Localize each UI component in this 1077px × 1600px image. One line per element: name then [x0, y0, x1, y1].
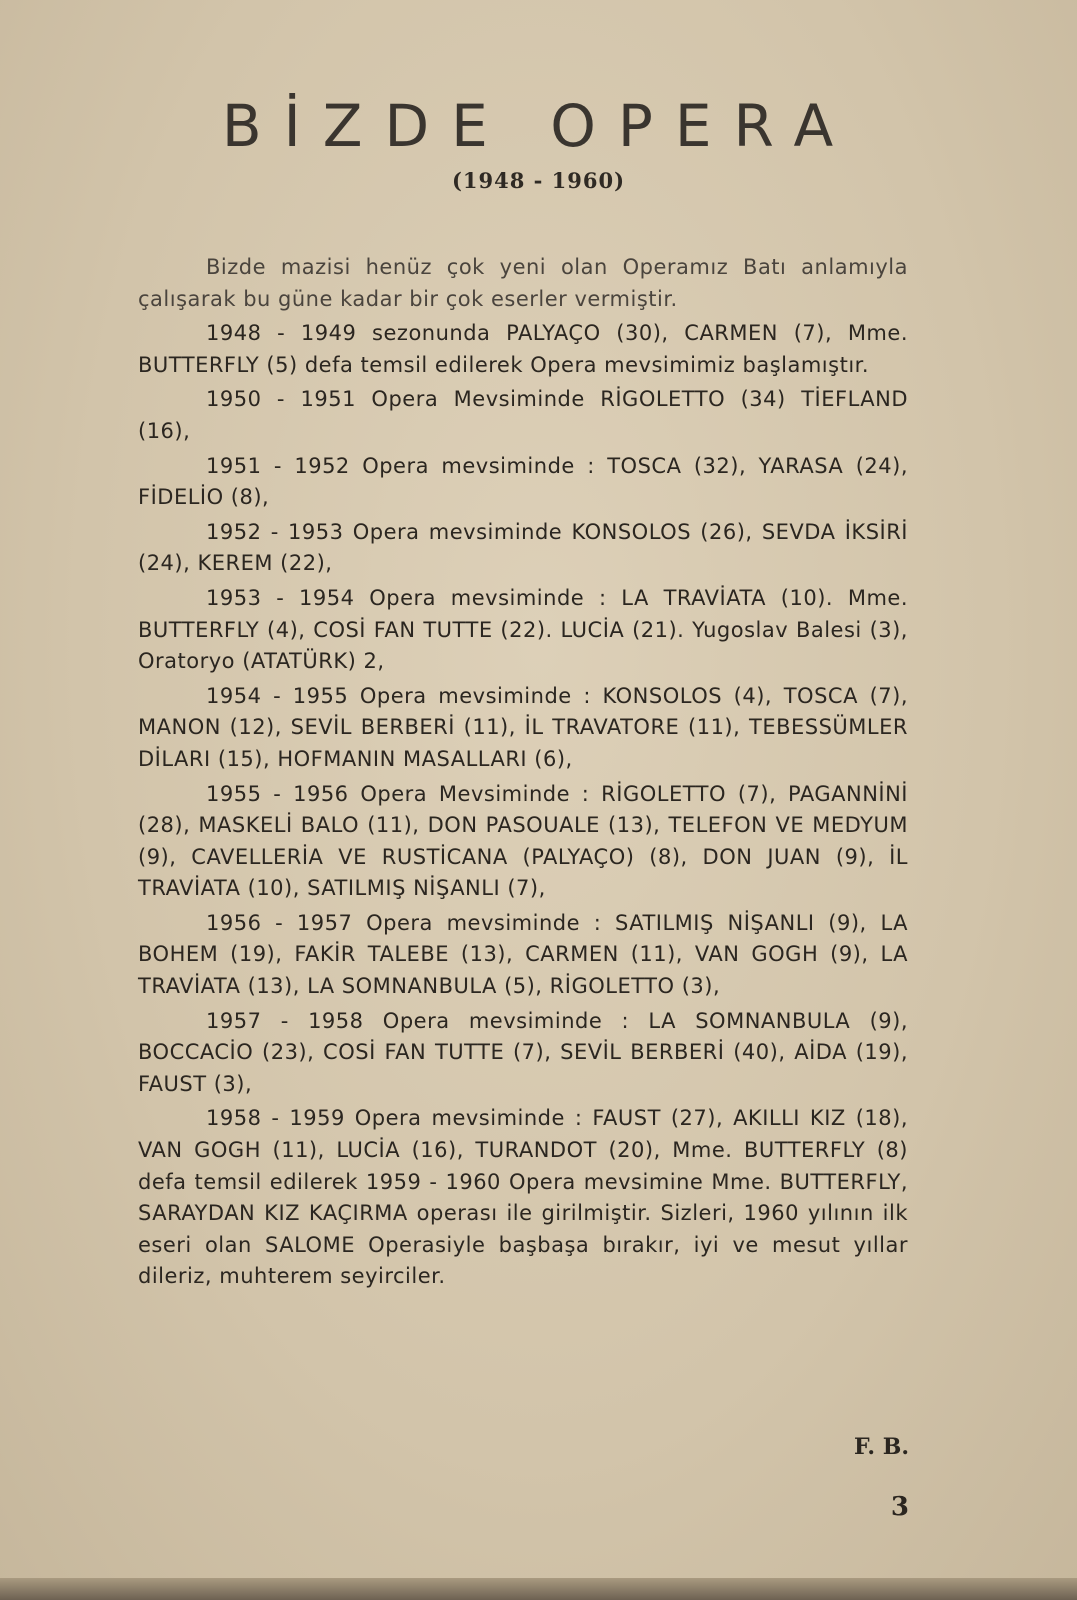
paragraph-season-1957: 1957 - 1958 Opera mevsiminde : LA SOMNANBULA (9), BOCCACİO (23), COSİ FAN TUTTE (7), SEVİL BERBERİ (40), AİDA (19), FAUST (3), — [138, 1008, 908, 1096]
page-title: BİZDE OPERA — [221, 92, 856, 160]
page-number: 3 — [890, 1492, 909, 1522]
paragraph-season-1954: 1954 - 1955 Opera mevsiminde : KONSOLOS (4), TOSCA (7), MANON (12), SEVİL BERBERİ (11), İL TRAVATORE (11), TEBESSÜMLER DİLARI (15), HOFMANIN MASALLARI (6), — [138, 683, 908, 771]
paragraph-season-1948: 1948 - 1949 sezonunda PALYAÇO (30), CARMEN (7), Mme. BUTTERFLY (5) defa temsil edilerek Opera mevsimimiz başlamıştır. — [138, 321, 908, 377]
paragraph-season-1955: 1955 - 1956 Opera Mevsiminde : RİGOLETTO (7), PAGANNİNİ (28), MASKELİ BALO (11), DON PASOUALE (13), TELEFON VE MEDYUM (9), CAVELLERİA VE RUSTİCANA (PALYAÇO) (8), DON JUAN (9), İL TRAVİATA (10), SATILMIŞ NİŞANLI (7), — [138, 781, 908, 901]
date-range: (1948 - 1960) — [451, 168, 626, 193]
author-signature: F. B. — [854, 1434, 909, 1460]
paragraph-intro: Bizde mazisi henüz çok yeni olan Operamız Batı anlamıyla çalışarak bu güne kadar bir çok eserler vermiştir. — [138, 255, 908, 311]
paragraph-season-1958: 1958 - 1959 Opera mevsiminde : FAUST (27), AKILLI KIZ (18), VAN GOGH (11), LUCİA (16), TURANDOT (20), Mme. BUTTERFLY (8) defa temsil edilerek 1959 - 1960 Opera mevsimine Mme. BUTTERFLY, SARAYDAN KIZ KAÇIRMA operası ile girilmiştir. Sizleri, 1960 yılının ilk eseri olan SALOME Operasiyle başbaşa bırakır, iyi ve mesut yıllar dileriz, muhterem seyirciler. — [138, 1106, 908, 1289]
paragraph-season-1956: 1956 - 1957 Opera mevsiminde : SATILMIŞ NİŞANLI (9), LA BOHEM (19), FAKİR TALEBE (13), CARMEN (11), VAN GOGH (9), LA TRAVİATA (13), LA SOMNANBULA (5), RİGOLETTO (3), — [138, 910, 908, 999]
paragraph-season-1952: 1952 - 1953 Opera mevsiminde KONSOLOS (26), SEVDA İKSİRİ (24), KEREM (22), — [138, 519, 908, 576]
paragraph-season-1951: 1951 - 1952 Opera mevsiminde : TOSCA (32), YARASA (24), FİDELİO (8), — [138, 453, 908, 510]
paragraph-season-1950: 1950 - 1951 Opera Mevsiminde RİGOLETTO (34) TİEFLAND (16), — [138, 387, 908, 443]
article-body — [138, 252, 908, 1296]
paragraph-season-1953: 1953 - 1954 Opera mevsiminde : LA TRAVİATA (10). Mme. BUTTERFLY (4), COSİ FAN TUTTE (22). LUCİA (21). Yugoslav Balesi (3), Oratoryo (ATATÜRK) 2, — [138, 585, 908, 674]
